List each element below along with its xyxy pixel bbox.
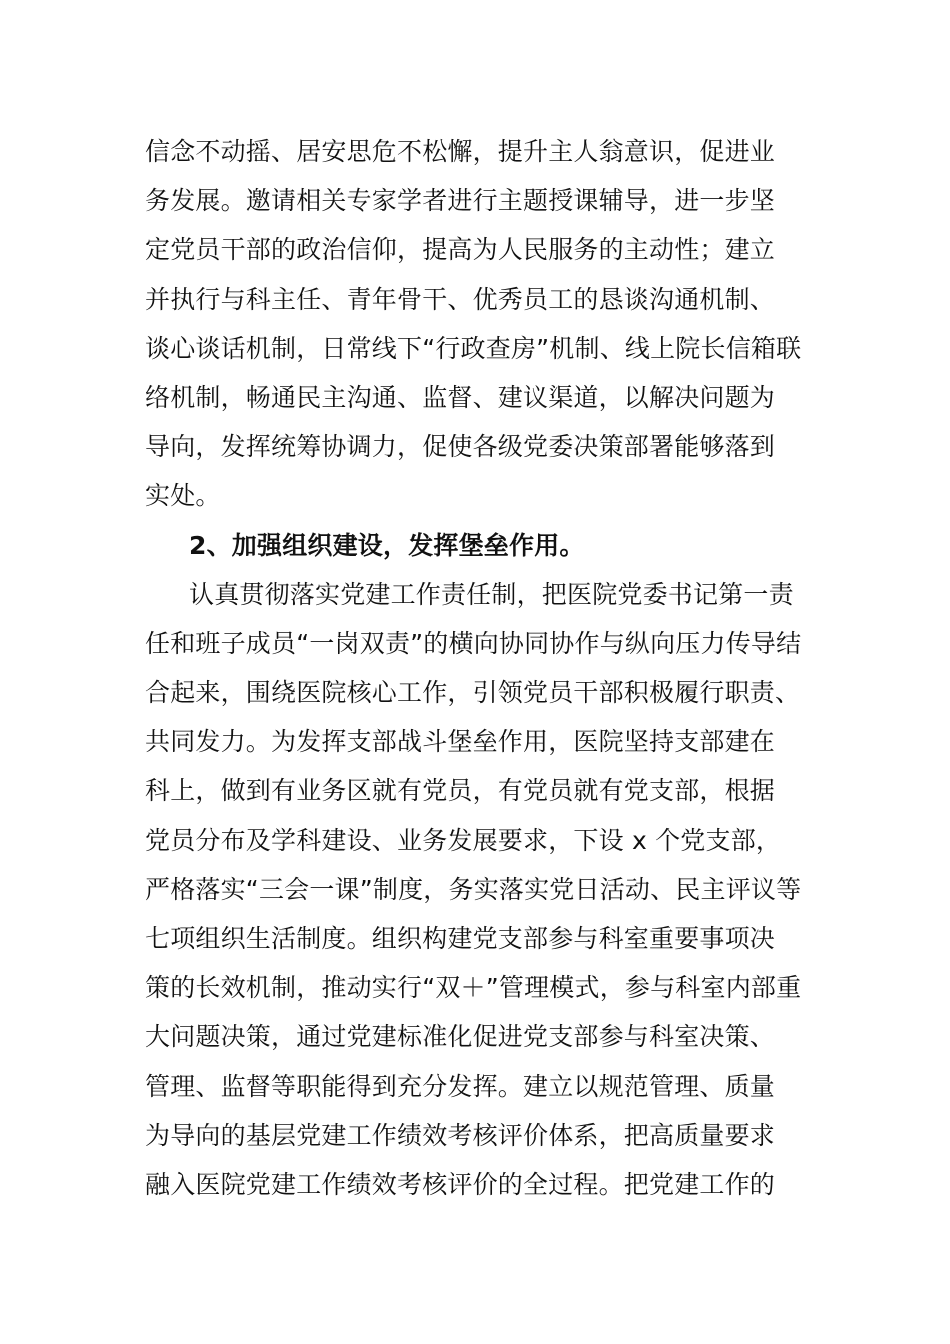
text-line: 谈心谈话机制，日常线下“行政查房”机制、线上院长信箱联 (145, 333, 802, 363)
text-line: 共同发力。为发挥支部战斗堡垒作用，医院坚持支部建在 (145, 727, 776, 757)
text-line: 大问题决策，通过党建标准化促进党支部参与科室决策、 (145, 1022, 776, 1052)
text-line: 党员分布及学科建设、业务发展要求，下设 x 个党支部， (145, 825, 782, 855)
text-line: 策的长效机制，推动实行“双＋”管理模式，参与科室内部重 (145, 973, 802, 1003)
text-line: 七项组织生活制度。组织构建党支部参与科室重要事项决 (145, 924, 776, 953)
text-line: 定党员干部的政治信仰，提高为人民服务的主动性；建立 (145, 235, 776, 265)
text-line: 并执行与科主任、青年骨干、优秀员工的恳谈沟通机制、 (145, 284, 776, 314)
paragraph-organization (145, 570, 815, 1209)
text-line: 络机制，畅通民主沟通、监督、建议渠道，以解决问题为 (145, 382, 776, 412)
text-line: 管理、监督等职能得到充分发挥。建立以规范管理、质量 (145, 1071, 776, 1101)
text-line: 导向，发挥统筹协调力，促使各级党委决策部署能够落到 (145, 432, 776, 462)
text-line: 科上，做到有业务区就有党员，有党员就有党支部，根据 (145, 776, 776, 806)
text-line: 实处。 (145, 481, 221, 511)
section-heading: 2、加强组织建设，发挥堡垒作用。 (189, 530, 585, 560)
text-line: 融入医院党建工作绩效考核评价的全过程。把党建工作的 (145, 1169, 776, 1199)
paragraph-continued (145, 127, 815, 521)
text-line: 信念不动摇、居安思危不松懈，提升主人翁意识，促进业 (145, 137, 776, 166)
text-line: 务发展。邀请相关专家学者进行主题授课辅导，进一步坚 (145, 186, 776, 216)
text-line: 严格落实“三会一课”制度，务实落实党日活动、民主评议等 (145, 874, 802, 904)
text-line: 合起来，围绕医院核心工作，引领党员干部积极履行职责、 (145, 678, 801, 708)
text-line: 认真贯彻落实党建工作责任制，把医院党委书记第一责 (189, 579, 794, 609)
text-line: 任和班子成员“一岗双责”的横向协同协作与纵向压力传导结 (145, 628, 802, 658)
text-line: 为导向的基层党建工作绩效考核评价体系，把高质量要求 (145, 1120, 776, 1150)
document-body (145, 127, 815, 1209)
